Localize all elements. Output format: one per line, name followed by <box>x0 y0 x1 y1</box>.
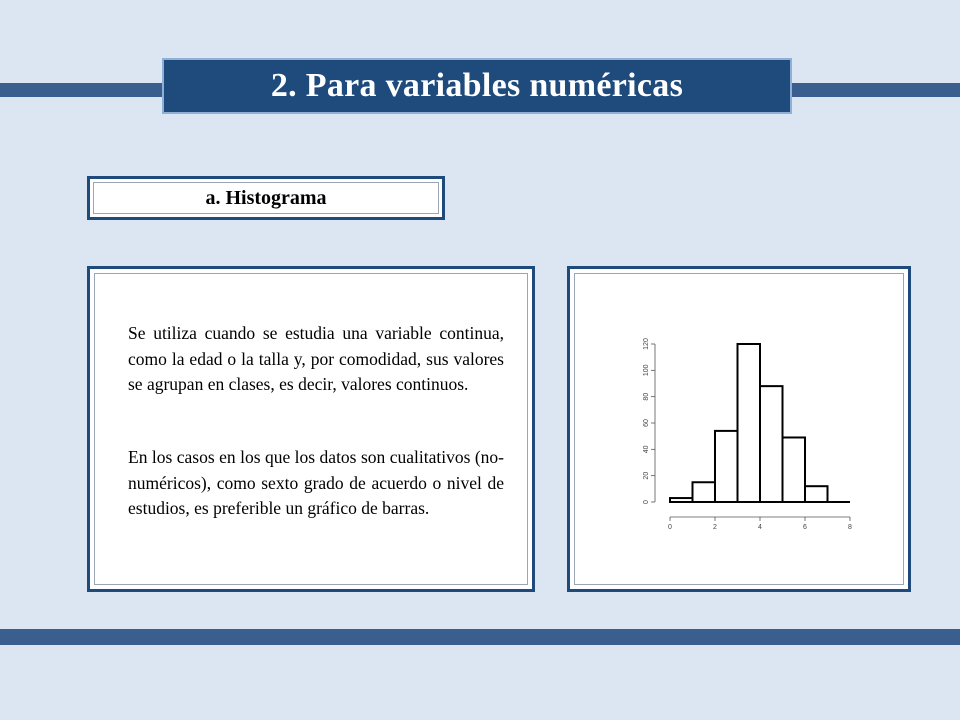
chart-panel <box>567 266 911 592</box>
chart-panel-frame <box>574 273 904 585</box>
histogram-bar <box>715 431 738 502</box>
y-tick-label: 80 <box>643 392 650 401</box>
x-tick-label: 2 <box>713 524 717 531</box>
page-title: 2. Para variables numéricas <box>270 67 684 104</box>
y-tick-label: 120 <box>643 338 650 350</box>
histogram-bar <box>760 386 783 502</box>
paragraph-definition: Se utiliza cuando se estudia una variable continua, como la edad o la talla y, por comodidad, sus valores se agrupan en clases, es decir, valores continuos. <box>128 323 504 394</box>
histogram-bar <box>783 437 806 502</box>
x-tick-label: 6 <box>803 524 807 531</box>
x-tick-label: 0 <box>668 524 672 531</box>
subtitle-frame <box>93 182 439 214</box>
y-tick-label: 100 <box>643 364 650 377</box>
bottom-decorative-bar <box>0 629 960 645</box>
y-tick-label: 0 <box>643 500 650 504</box>
histogram-bar <box>805 486 828 502</box>
histogram-bar <box>693 482 716 502</box>
subtitle-banner <box>87 176 445 220</box>
histogram-bar <box>738 344 761 502</box>
y-tick-label: 40 <box>643 445 650 454</box>
title-banner <box>162 58 792 114</box>
x-tick-label: 4 <box>758 524 762 531</box>
paragraph-note: En los casos en los que los datos son cualitativos (no-numéricos), como sexto grado de acuerdo o nivel de estudios, es preferible un gráfico de barras. <box>128 447 504 518</box>
text-panel <box>87 266 535 592</box>
y-tick-label: 60 <box>643 419 650 427</box>
x-tick-label: 8 <box>848 524 852 531</box>
text-panel-frame <box>94 273 528 585</box>
section-subtitle: a. Histograma <box>205 186 327 209</box>
y-tick-label: 20 <box>643 471 650 480</box>
histogram-chart <box>575 274 909 590</box>
